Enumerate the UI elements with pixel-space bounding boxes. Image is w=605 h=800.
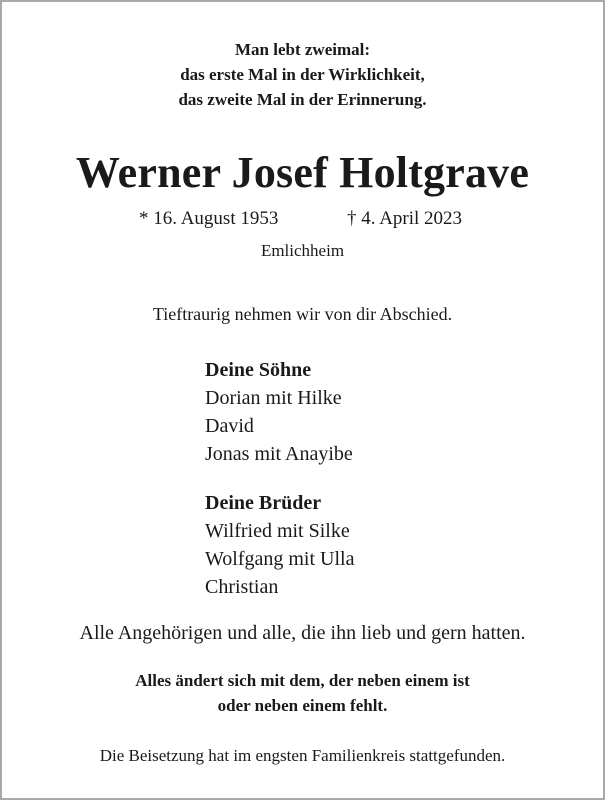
relatives-text: Alle Angehörigen und alle, die ihn lieb und gern hatten. <box>79 622 526 644</box>
motto-line: Man lebt zweimal: <box>234 40 371 59</box>
family-group-brothers <box>205 489 354 601</box>
family-member: Wilfried mit Silke <box>205 520 350 542</box>
closing-line: Alles ändert sich mit dem, der neben einem ist <box>135 671 470 690</box>
motto-line: das erste Mal in der Wirklichkeit, <box>180 65 425 84</box>
life-dates <box>2 207 603 231</box>
closing-line: oder neben einem fehlt. <box>217 696 388 715</box>
family-group-heading: Deine Söhne <box>205 359 312 381</box>
family-group-sons <box>205 356 353 468</box>
farewell-text: Tieftraurig nehmen wir von dir Abschied. <box>152 304 453 324</box>
place: Emlichheim <box>260 241 345 260</box>
motto <box>2 37 603 112</box>
burial-note: Die Beisetzung hat im engsten Familienkreis stattgefunden. <box>99 746 506 765</box>
deceased-name: Werner Josef Holtgrave <box>75 148 530 197</box>
family-member: Jonas mit Anayibe <box>205 443 353 465</box>
death-date: † 4. April 2023 <box>347 208 463 229</box>
family-group-heading: Deine Brüder <box>205 492 322 514</box>
family-member: Dorian mit Hilke <box>205 387 342 409</box>
closing-quote <box>2 668 603 718</box>
family-member: Wolfgang mit Ulla <box>205 548 355 570</box>
birth-date: * 16. August 1953 <box>139 208 279 229</box>
family-member: David <box>205 415 254 437</box>
family-member: Christian <box>205 576 279 598</box>
motto-line: das zweite Mal in der Erinnerung. <box>178 90 427 109</box>
